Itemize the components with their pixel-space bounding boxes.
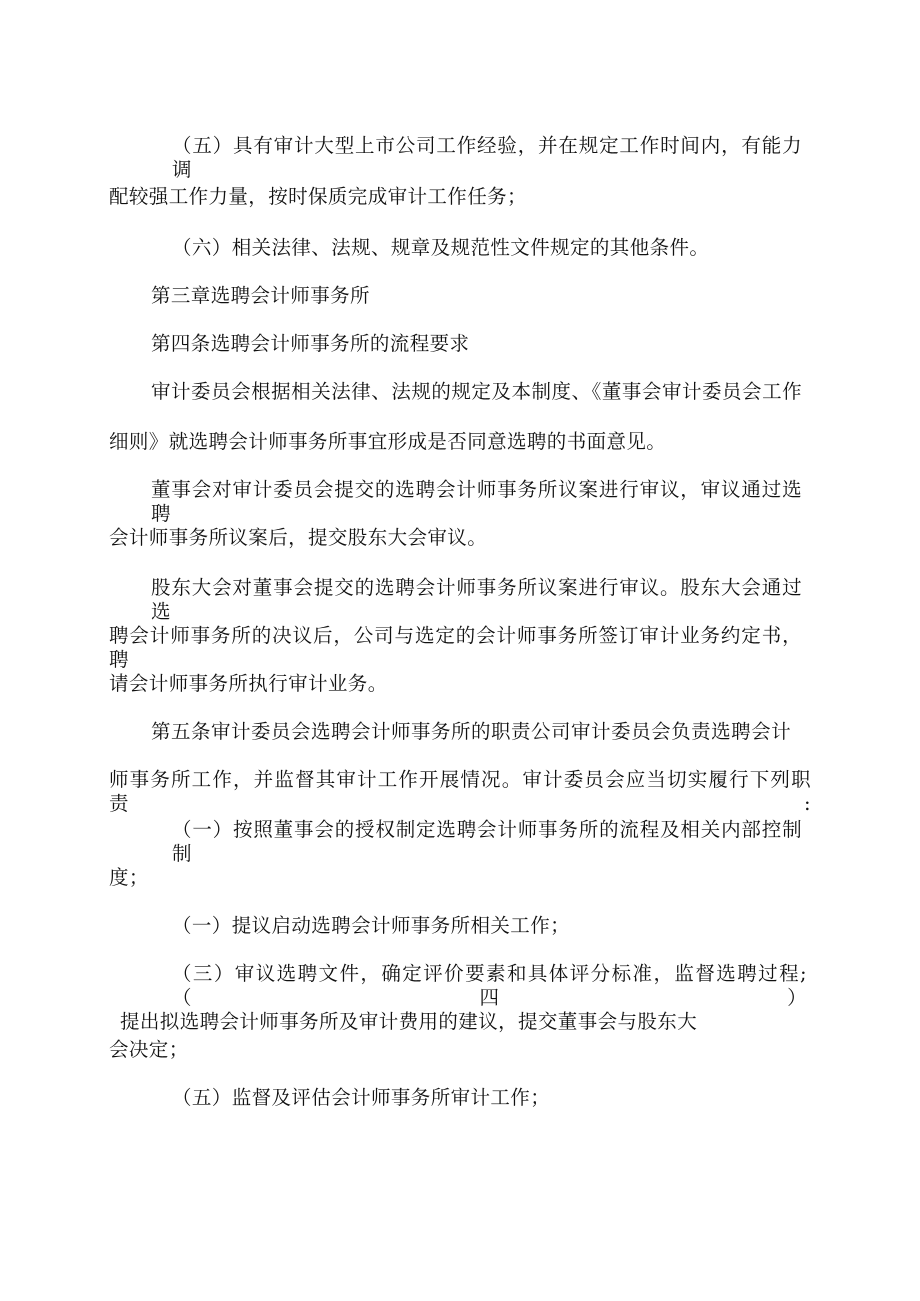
duty-item-4: 提出拟选聘会计师事务所及审计费用的建议，提交董事会与股东大 (120, 1010, 698, 1033)
duty-item-3: （三）审议选聘文件，确定评价要素和具体评分标准，监督选聘过程;（四） (172, 962, 807, 1009)
article-heading-5: 第五条审计委员会选聘会计师事务所的职责公司审计委员会负责选聘会计 (151, 720, 791, 743)
duty-item-5: （五）监督及评估会计师事务所审计工作； (172, 1086, 551, 1109)
paragraph-line-8: 董事会对审计委员会提交的选聘会计师事务所议案进行审议，审议通过选聘 (151, 478, 802, 525)
paragraph-line-6: 审计委员会根据相关法律、法规的规定及本制度、《董事会审计委员会工作 (151, 380, 802, 403)
paragraph-line-7: 细则》就选聘会计师事务所事宜形成是否同意选聘的书面意见。 (109, 430, 667, 453)
article-heading-4: 第四条选聘会计师事务所的流程要求 (151, 332, 470, 355)
paragraph-line-1: （五）具有审计大型上市公司工作经验，并在规定工作时间内，有能力调 (172, 134, 802, 181)
paragraph-line-10: 股东大会对董事会提交的选聘会计师事务所议案进行审议。股东大会通过选 (151, 576, 802, 623)
paragraph-line-12: 请会计师事务所执行审计业务。 (109, 672, 388, 695)
paragraph-line-2: 配较强工作力量，按时保质完成审计工作任务； (109, 185, 527, 208)
paragraph-line-9: 会计师事务所议案后，提交股东大会审议。 (109, 526, 488, 549)
paragraph-line-11: 聘会计师事务所的决议后，公司与选定的会计师事务所签订审计业务约定书，聘 (109, 624, 802, 671)
duty-item-2: （一）提议启动选聘会计师事务所相关工作； (172, 914, 571, 937)
duty-item-1: （一）按照董事会的授权制定选聘会计师事务所的流程及相关内部控制制 (172, 818, 802, 865)
duty-item-1-cont: 度； (109, 866, 149, 889)
duty-item-4-cont: 会决定； (109, 1038, 189, 1061)
paragraph-line-14: 师事务所工作，并监督其审计工作开展情况。审计委员会应当切实履行下列职责: (109, 768, 811, 815)
chapter-heading: 第三章选聘会计师事务所 (151, 284, 370, 307)
paragraph-line-3: （六）相关法律、法规、规章及规范性文件规定的其他条件。 (172, 236, 710, 259)
